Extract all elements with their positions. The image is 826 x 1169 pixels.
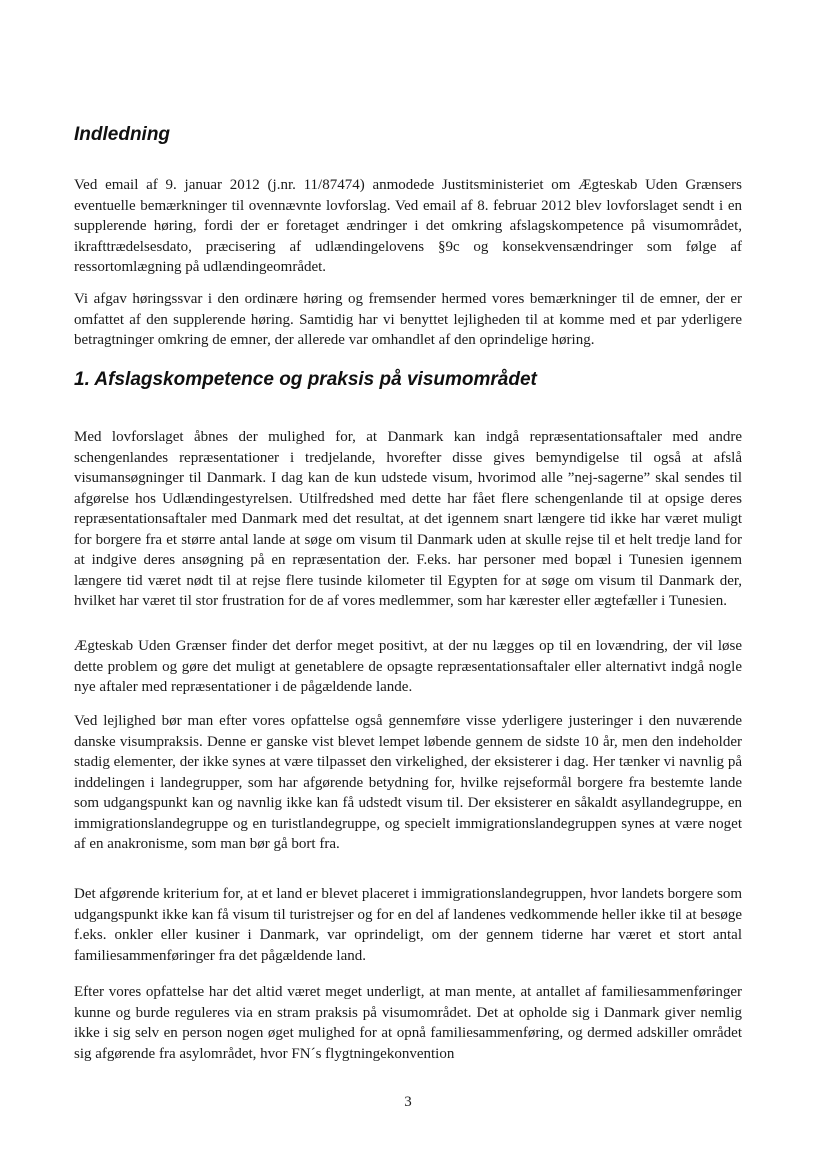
page-number: 3 [404, 1094, 412, 1110]
paragraph: Ved lejlighed bør man efter vores opfattelse også gennemføre visse yderligere justeringer i den nuværende danske visumpraksis. Denne er ganske vist blevet lempet løbende gennem de sidste 10 år, men den indeholder stadig elementer, der ikke synes at være tilpasset den virkelighed, der eksisterer i dag. Her tænker vi navnlig på inddelingen i landegrupper, som har afgørende betydning for, hvilke rejseformål borgere fra bestemte lande som udgangspunkt kan og navnlig ikke kan få udstedt visum til. Der eksisterer en såkaldt asyllandegruppe, en immigrationslandegruppe og en turistlandegruppe, og specielt immigrationslandegruppen synes at være noget af en anakronisme, som man bør gå bort fra. [74, 713, 742, 852]
paragraph: Vi afgav høringssvar i den ordinære høring og fremsender hermed vores bemærkninger til de emner, der er omfattet af den supplerende høring. Samtidig har vi benyttet lejligheden til at komme med et par yderligere betragtninger omkring de emner, der allerede var omhandlet af den oprindelige høring. [74, 291, 742, 348]
section-heading-visa: 1. Afslagskompetence og praksis på visumområdet [74, 369, 537, 390]
paragraph: Efter vores opfattelse har det altid været meget underligt, at man mente, at antallet af familiesammenføringer kunne og burde reguleres via en stram praksis på visumområdet. Det at opholde sig i Danmark giver nemlig ikke i sig selv en person nogen øget mulighed for at opnå familiesammenføring, og dermed adskiller området sig afgørende fra asylområdet, hvor FN´s flygtningekonvention [74, 984, 742, 1062]
section-heading-introduction: Indledning [74, 124, 171, 145]
paragraph: Det afgørende kriterium for, at et land er blevet placeret i immigrationslandegruppen, hvor landets borgere som udgangspunkt ikke kan få visum til turistrejser og for en del af landenes vedkommende heller ikke til at besøge f.eks. onkler eller kusiner i Danmark, var oprindeligt, om der gennem tiderne har været et stort antal familiesammenføringer fra det pågældende land. [74, 886, 742, 964]
document-page [74, 0, 742, 1169]
paragraph: Med lovforslaget åbnes der mulighed for, at Danmark kan indgå repræsentationsaftaler med andre schengenlandes repræsentationer i tredjelande, hvorefter disse gives bemyndigelse til også at afslå visumansøgninger til Danmark. I dag kan de kun udstede visum, hvorimod alle ”nej-sagerne” skal sendes til afgørelse hos Udlændingestyrelsen. Utilfredshed med dette har fået flere schengenlande til at opsige deres repræsentationsaftaler med Danmark med det resultat, at det igennem snart længere tid ikke har været muligt for borgere fra et større antal lande at søge om visum til Danmark uden at skulle rejse til et helt tredje land for at indgive deres ansøgning på en repræsentation der. F.eks. har personer med bopæl i Tunesien igennem længere tid været nødt til at rejse flere tusinde kilometer til Egypten for at søge om visum til Danmark der, hvilket har været til stor frustration for de af vores medlemmer, som har kærester eller ægtefæller i Tunesien. [74, 429, 742, 609]
paragraph: Ægteskab Uden Grænser finder det derfor meget positivt, at der nu lægges op til en lovændring, der vil løse dette problem og gøre det muligt at genetablere de opsagte repræsentationsaftaler eller alternativt indgå nogle nye aftaler med repræsentationer i de pågældende lande. [74, 638, 742, 695]
paragraph: Ved email af 9. januar 2012 (j.nr. 11/87474) anmodede Justitsministeriet om Ægteskab Uden Grænsers eventuelle bemærkninger til ovennævnte lovforslag. Ved email af 8. februar 2012 blev lovforslaget sendt i en supplerende høring, fordi der er foretaget ændringer i det omkring afslagskompetence på visumområdet, ikrafttrædelsesdato, præcisering af udlændingelovens §9c og konsekvensændringer som følge af ressortomlægning på udlændingeområdet. [74, 177, 742, 275]
